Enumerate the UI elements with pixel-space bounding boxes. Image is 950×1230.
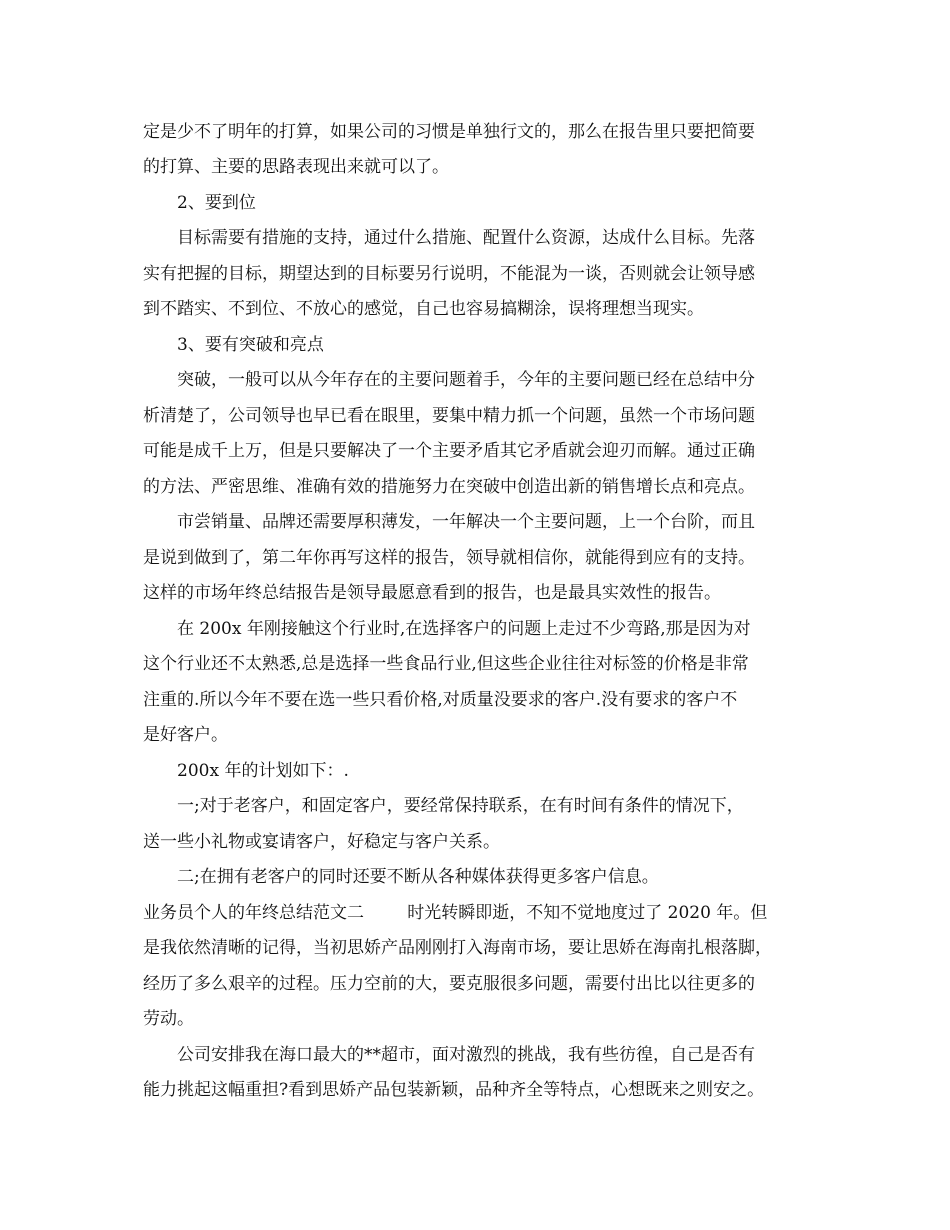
text-line: 200x 年的计划如下：. <box>177 761 349 781</box>
text-line: 经历了多么艰辛的过程。压力空前的大，要克服很多问题，需要付出比以往更多的 <box>143 974 755 994</box>
text-line: 二;在拥有老客户的同时还要不断从各种媒体获得更多客户信息。 <box>177 867 659 887</box>
text-line: 实有把握的目标，期望达到的目标要另行说明，不能混为一谈，否则就会让领导感 <box>143 264 755 284</box>
text-line: 这个行业还不太熟悉,总是选择一些食品行业,但这些企业往往对标签的价格是非常 <box>143 654 749 674</box>
text-line: 能力挑起这幅重担?看到思娇产品包装新颖，品种齐全等特点，心想既来之则安之。 <box>143 1080 765 1100</box>
text-line: 是说到做到了，第二年你再写这样的报告，领导就相信你，就能得到应有的支持。 <box>143 548 755 568</box>
text-line: 突破，一般可以从今年存在的主要问题着手，今年的主要问题已经在总结中分 <box>177 370 755 390</box>
text-line: 到不踏实、不到位、不放心的感觉，自己也容易搞糊涂，误将理想当现实。 <box>143 299 704 319</box>
text-line: 送一些小礼物或宴请客户，好稳定与客户关系。 <box>143 832 500 852</box>
text-line: 是好客户。 <box>143 725 228 745</box>
text-line: 定是少不了明年的打算，如果公司的习惯是单独行文的，那么在报告里只要把简要 <box>143 122 755 142</box>
text-line: 注重的.所以今年不要在选一些只看价格,对质量没要求的客户.没有要求的客户不 <box>143 690 738 710</box>
text-line: 在 200x 年刚接触这个行业时,在选择客户的问题上走过不少弯路,那是因为对 <box>177 619 751 639</box>
text-line: 目标需要有措施的支持，通过什么措施、配置什么资源，达成什么目标。先落 <box>177 228 755 248</box>
text-line: 劳动。 <box>143 1009 194 1029</box>
text-line: 是我依然清晰的记得，当初思娇产品刚刚打入海南市场，要让思娇在海南扎根落脚， <box>143 938 772 958</box>
section-heading: 3、要有突破和亮点 <box>177 335 324 355</box>
text-line: 公司安排我在海口最大的**超市，面对激烈的挑战，我有些彷徨，自己是否有 <box>177 1045 755 1065</box>
text-line: 的方法、严密思维、准确有效的措施努力在突破中创造出新的销售增长点和亮点。 <box>143 477 755 497</box>
text-line: 市尝销量、品牌还需要厚积薄发，一年解决一个主要问题，上一个台阶，而且 <box>177 512 755 532</box>
text-line: 的打算、主要的思路表现出来就可以了。 <box>143 157 449 177</box>
text-line: 可能是成千上万，但是只要解决了一个主要矛盾其它矛盾就会迎刃而解。通过正确 <box>143 441 755 461</box>
section-heading: 2、要到位 <box>177 193 256 213</box>
text-line: 这样的市场年终总结报告是领导最愿意看到的报告，也是最具实效性的报告。 <box>143 583 721 603</box>
text-line: 一;对于老客户，和固定客户，要经常保持联系，在有时间有条件的情况下， <box>177 796 744 816</box>
article-heading-line: 业务员个人的年终总结范文二 时光转瞬即逝，不知不觉地度过了 2020 年。但 <box>143 903 768 923</box>
text-line: 析清楚了，公司领导也早已看在眼里，要集中精力抓一个问题，虽然一个市场问题 <box>143 406 755 426</box>
